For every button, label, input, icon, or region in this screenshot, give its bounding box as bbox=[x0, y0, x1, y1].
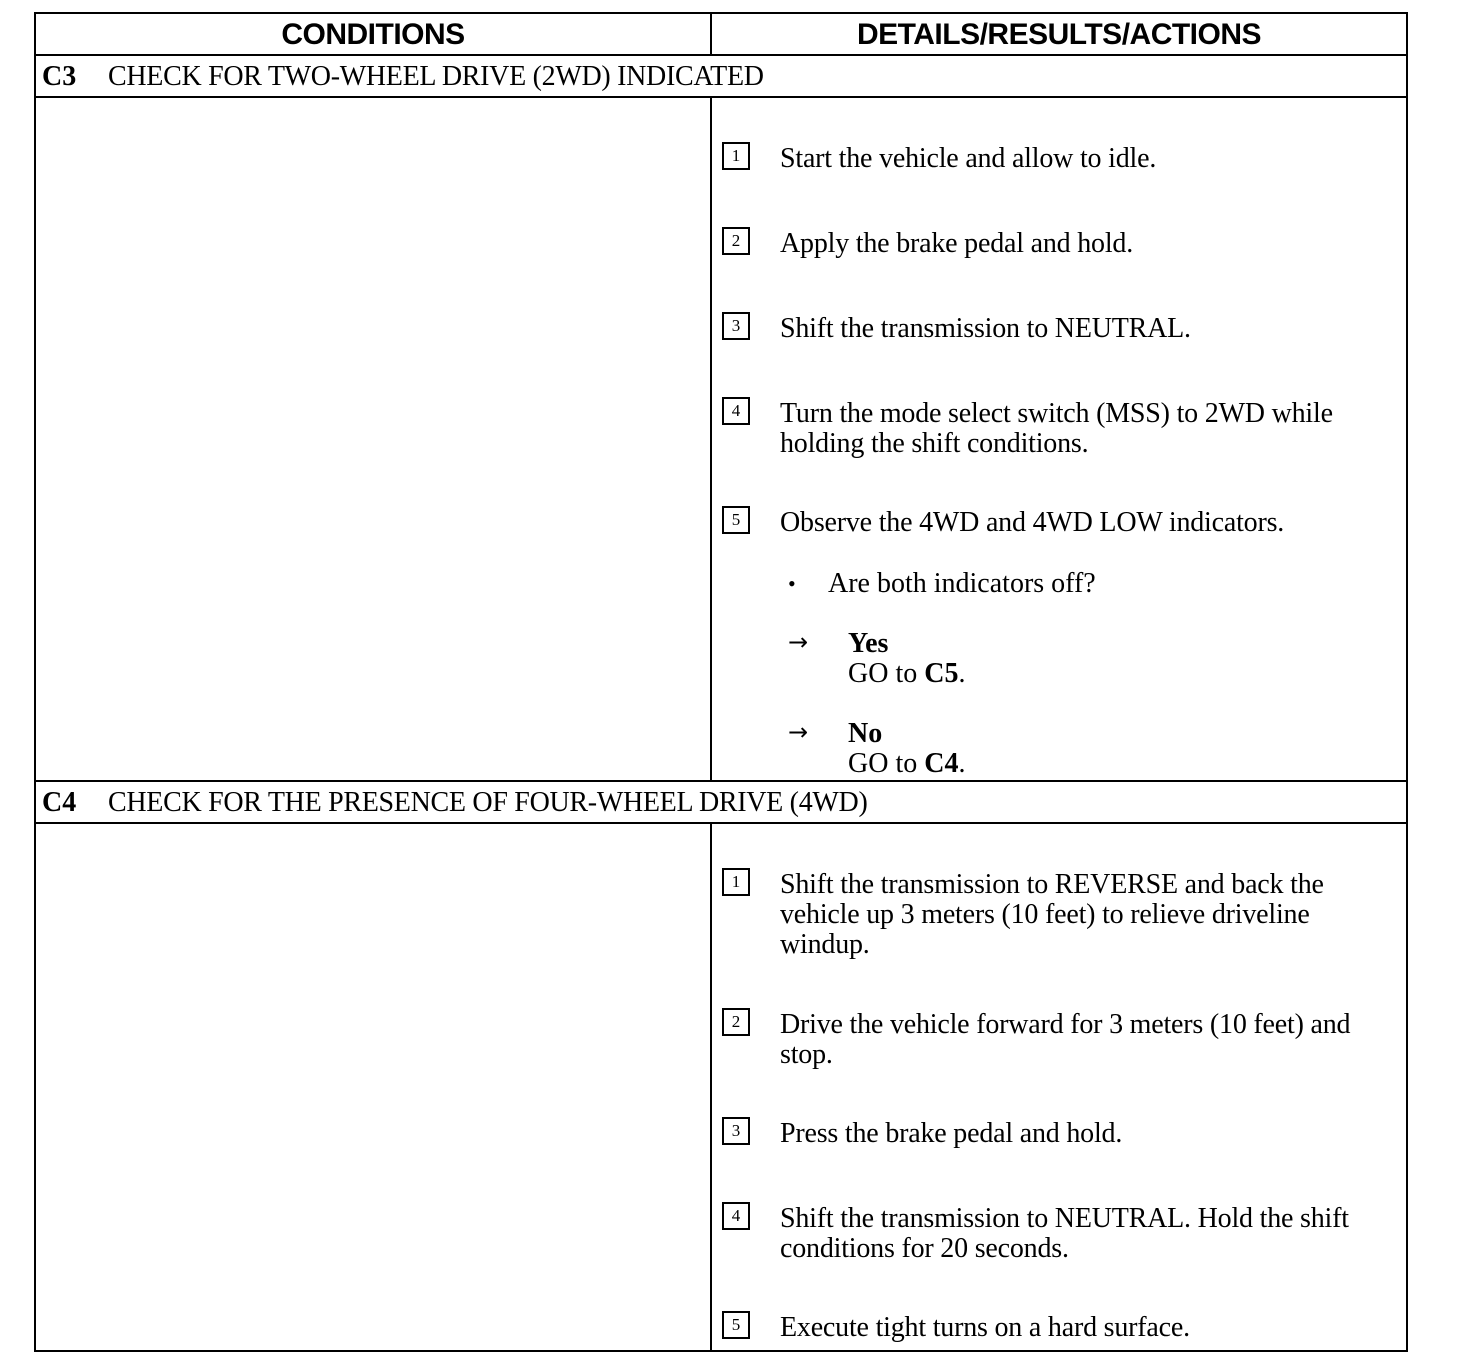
step-number-box: 5 bbox=[722, 1311, 750, 1339]
table-header-row bbox=[36, 14, 1406, 56]
step-text: Shift the transmission to REVERSE and back the vehicle up 3 meters (10 feet) to relieve driveline windup. bbox=[780, 869, 1324, 960]
step-text: Turn the mode select switch (MSS) to 2WD while holding the shift conditions. bbox=[780, 398, 1333, 459]
step-number-box: 4 bbox=[722, 1202, 750, 1230]
branch-answer: Yes bbox=[848, 628, 889, 659]
c3-column-divider bbox=[710, 98, 712, 782]
step-text: Press the brake pedal and hold. bbox=[780, 1118, 1123, 1149]
question-text: Are both indicators off? bbox=[828, 568, 1096, 599]
step-number-box: 2 bbox=[722, 227, 750, 255]
step-text: Start the vehicle and allow to idle. bbox=[780, 143, 1157, 174]
section-c4-code: C4 bbox=[42, 787, 77, 818]
step-number-box: 1 bbox=[722, 868, 750, 896]
goto-suffix: . bbox=[958, 658, 966, 689]
step-number-box: 2 bbox=[722, 1008, 750, 1036]
step-text: Apply the brake pedal and hold. bbox=[780, 228, 1134, 259]
goto-suffix: . bbox=[958, 748, 966, 779]
bullet-icon: • bbox=[788, 571, 796, 596]
step-text: Shift the transmission to NEUTRAL. bbox=[780, 313, 1191, 344]
branch-goto bbox=[848, 659, 965, 689]
step-text: Drive the vehicle forward for 3 meters (10 feet) and stop. bbox=[780, 1009, 1351, 1070]
step-number-box: 1 bbox=[722, 142, 750, 170]
section-c3-title-row bbox=[36, 56, 1406, 98]
branch-goto bbox=[848, 749, 965, 779]
details-header: DETAILS/RESULTS/ACTIONS bbox=[856, 18, 1262, 51]
step-text: Execute tight turns on a hard surface. bbox=[780, 1312, 1190, 1343]
step-number-box: 5 bbox=[722, 506, 750, 534]
section-c3-title: CHECK FOR TWO-WHEEL DRIVE (2WD) INDICATED bbox=[108, 61, 764, 92]
step-text: Shift the transmission to NEUTRAL. Hold the shift conditions for 20 seconds. bbox=[780, 1203, 1349, 1264]
c4-column-divider bbox=[710, 824, 712, 1352]
arrow-right-icon: → bbox=[788, 628, 809, 656]
section-c4-title-row bbox=[36, 782, 1406, 824]
conditions-header: CONDITIONS bbox=[281, 18, 465, 51]
step-number-box: 4 bbox=[722, 397, 750, 425]
step-number-box: 3 bbox=[722, 1117, 750, 1145]
section-c3-code: C3 bbox=[42, 61, 77, 92]
diagnostic-table bbox=[34, 12, 1408, 1352]
section-c4-title: CHECK FOR THE PRESENCE OF FOUR-WHEEL DRIVE (4WD) bbox=[108, 787, 868, 818]
goto-target: C5 bbox=[924, 658, 959, 689]
step-number-box: 3 bbox=[722, 312, 750, 340]
goto-prefix: GO to bbox=[848, 748, 918, 779]
header-divider bbox=[710, 14, 712, 56]
arrow-right-icon: → bbox=[788, 718, 809, 746]
goto-target: C4 bbox=[924, 748, 959, 779]
step-text: Observe the 4WD and 4WD LOW indicators. bbox=[780, 507, 1285, 538]
goto-prefix: GO to bbox=[848, 658, 918, 689]
branch-answer: No bbox=[848, 718, 883, 749]
